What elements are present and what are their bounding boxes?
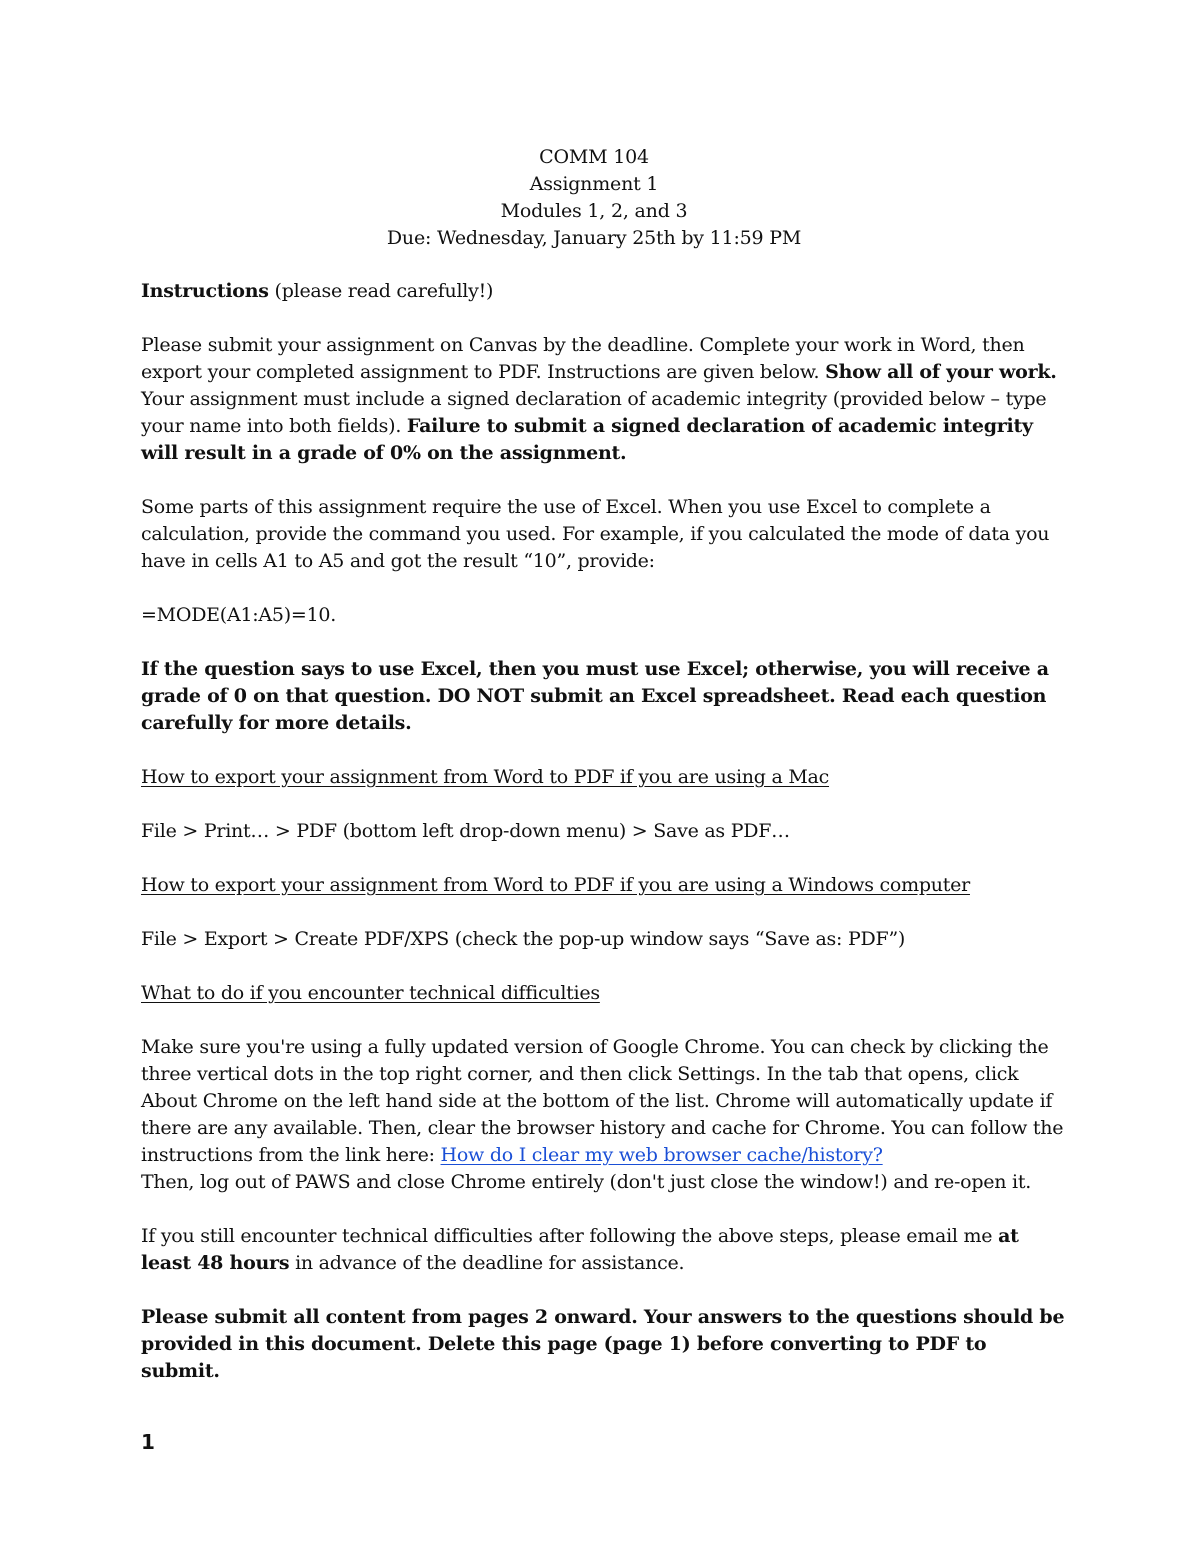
excel-warning	[141, 656, 1071, 737]
page-number: 1	[141, 1430, 155, 1454]
due-date: Due: Wednesday, January 25th by 11:59 PM	[386, 227, 802, 249]
show-work-emphasis: Show all of your work.	[825, 361, 1057, 383]
mac-steps: File > Print… > PDF (bottom left drop-down menu) > Save as PDF…	[141, 820, 790, 842]
submission-text-1: Please submit your assignment on Canvas by the deadline. Complete your work in Word, then export your completed assignment to PDF. Instructions are given below.	[141, 334, 1025, 383]
mac-heading-text: How to export your assignment from Word to PDF if you are using a Mac	[141, 766, 830, 788]
tech-heading	[141, 980, 1071, 1007]
contact-paragraph	[141, 1223, 1071, 1277]
submission-text-2: Your assignment must include a signed declaration of academic integrity (provided below – type your name into both fields).	[141, 388, 1047, 437]
mac-heading	[141, 764, 1071, 791]
excel-paragraph: Some parts of this assignment require the use of Excel. When you use Excel to complete a calculation, provide the command you used. For example, if you calculated the mode of data you have in cells A1 to A5 and got the result “10”, provide:	[141, 496, 1050, 572]
windows-steps: File > Export > Create PDF/XPS (check the pop-up window says “Save as: PDF”)	[141, 928, 906, 950]
assignment-title: Assignment 1	[529, 173, 659, 195]
windows-heading	[141, 872, 1071, 899]
submission-paragraph	[141, 332, 1071, 467]
document-header	[0, 144, 1188, 252]
integrity-warning: Failure to submit a signed declaration of academic integrity will result in a grade of 0% on the assignment.	[141, 415, 1033, 464]
tech-text-1: Make sure you're using a fully updated version of Google Chrome. You can check by clicking the three vertical dots in the top right corner, and then click Settings. In the tab that opens, click About Chrome on the left hand side at the bottom of the list. Chrome will automatically update if there are any available. Then, clear the browser history and cache for Chrome. You can follow the instructions from the link here:	[141, 1036, 1064, 1166]
contact-text-2: in advance of the deadline for assistance.	[289, 1252, 685, 1274]
contact-deadline-emphasis: at least 48 hours	[141, 1225, 1019, 1274]
tech-heading-text: What to do if you encounter technical difficulties	[141, 982, 600, 1004]
contact-text-1: If you still encounter technical difficulties after following the above steps, please email me	[141, 1225, 999, 1247]
windows-heading-text: How to export your assignment from Word to PDF if you are using a Windows computer	[141, 874, 970, 896]
final-note-text: Please submit all content from pages 2 onward. Your answers to the questions should be provided in this document. Delete this page (page 1) before converting to PDF to submit.	[141, 1306, 1065, 1382]
instructions-heading-note: (please read carefully!)	[268, 280, 494, 302]
document-body	[141, 278, 1071, 1385]
excel-warning-text: If the question says to use Excel, then you must use Excel; otherwise, you will receive a grade of 0 on that question. DO NOT submit an Excel spreadsheet. Read each question carefully for more details.	[141, 658, 1049, 734]
formula-example: =MODE(A1:A5)=10.	[141, 604, 337, 626]
clear-cache-link[interactable]: How do I clear my web browser cache/history?	[440, 1144, 883, 1166]
final-note	[141, 1304, 1071, 1385]
tech-paragraph	[141, 1034, 1071, 1196]
modules-line: Modules 1, 2, and 3	[500, 200, 688, 222]
tech-text-2: Then, log out of PAWS and close Chrome entirely (don't just close the window!) and re-open it.	[141, 1171, 1032, 1193]
instructions-heading: Instructions	[141, 280, 269, 302]
instructions-heading-line	[141, 278, 1071, 305]
course-code: COMM 104	[539, 146, 649, 168]
